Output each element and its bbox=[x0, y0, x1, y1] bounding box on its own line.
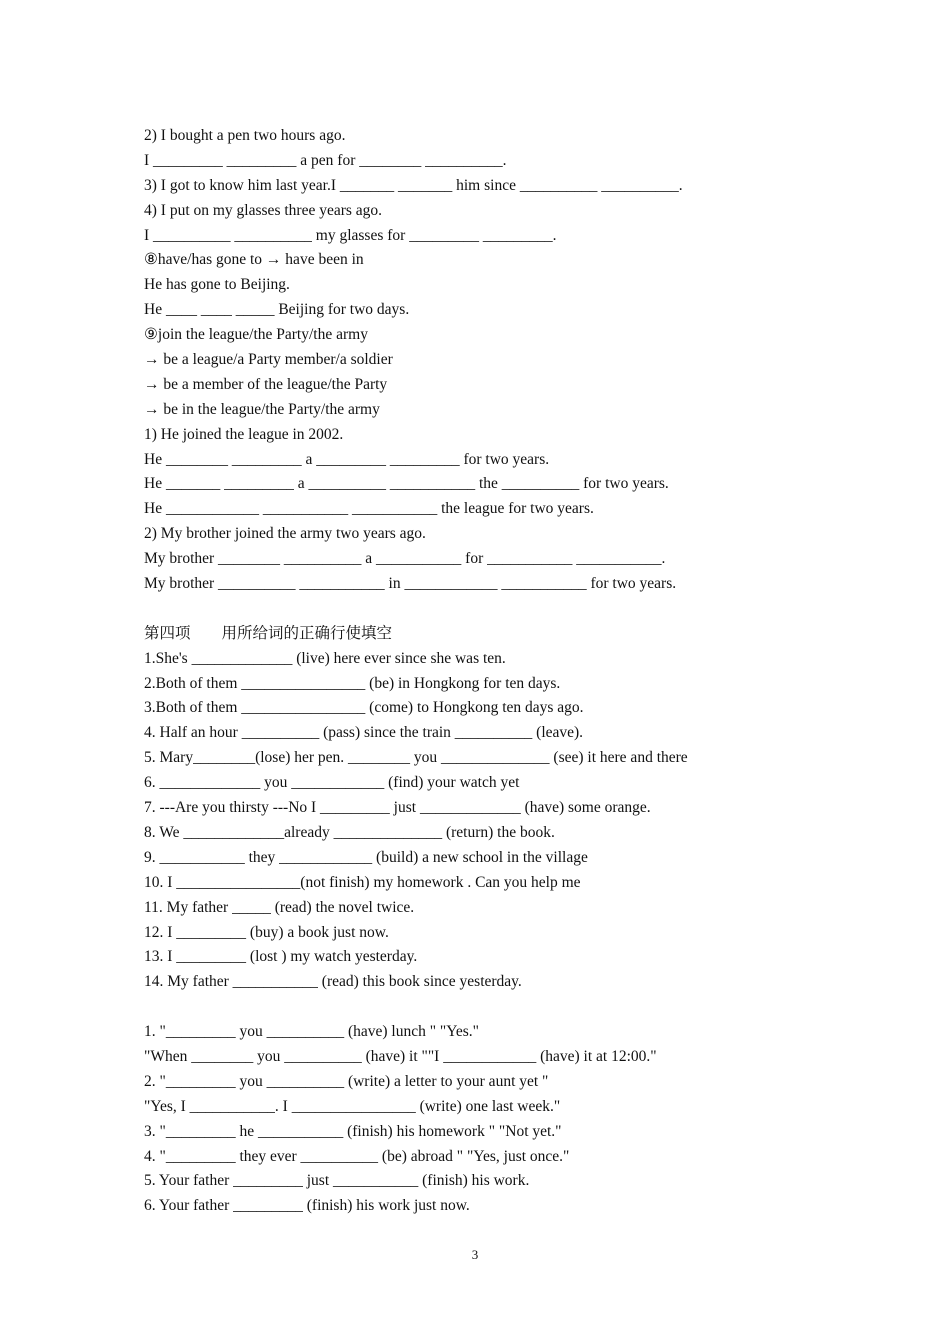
exercise-item: "Yes, I ___________. I ________________ (write) one last week." bbox=[144, 1097, 561, 1115]
text-line: → be a member of the league/the Party bbox=[144, 375, 388, 393]
section-title: 第四项 用所给词的正确行使填空 bbox=[144, 624, 393, 642]
text-line: 3) I got to know him last year.I _______ _______ him since __________ __________. bbox=[144, 176, 683, 194]
exercise-item: 2. "_________ you __________ (write) a letter to your aunt yet " bbox=[144, 1072, 549, 1090]
text-line: 2) I bought a pen two hours ago. bbox=[144, 127, 346, 144]
exercise-item: 2.Both of them ________________ (be) in Hongkong for ten days. bbox=[144, 674, 561, 692]
exercise-item: 3. "_________ he ___________ (finish) his homework " "Not yet." bbox=[144, 1122, 562, 1140]
text-line: 1) He joined the league in 2002. bbox=[144, 425, 344, 443]
section-heading: ⑨join the league/the Party/the army bbox=[144, 326, 368, 344]
text-line: He has gone to Beijing. bbox=[144, 276, 290, 294]
text-line: 4) I put on my glasses three years ago. bbox=[144, 201, 383, 219]
text-line: 2) My brother joined the army two years ago. bbox=[144, 525, 426, 543]
exercise-item: 10. I ________________(not finish) my homework . Can you help me bbox=[144, 873, 581, 891]
text-line: He ________ _________ a _________ _________ for two years. bbox=[144, 450, 550, 468]
exercise-item: 3.Both of them ________________ (come) to Hongkong ten days ago. bbox=[144, 699, 584, 717]
exercise-item: 14. My father ___________ (read) this book since yesterday. bbox=[144, 973, 522, 991]
exercise-item: 11. My father _____ (read) the novel twice. bbox=[144, 898, 415, 916]
section-heading: ⑧have/has gone to → have been in bbox=[144, 251, 364, 269]
exercise-item: 5. Your father _________ just ___________ (finish) his work. bbox=[144, 1172, 530, 1190]
page-number: 3 bbox=[471, 1247, 479, 1262]
blank-line bbox=[144, 995, 844, 1020]
exercise-item: 12. I _________ (buy) a book just now. bbox=[144, 923, 389, 941]
exercise-item: 8. We _____________already ______________ (return) the book. bbox=[144, 823, 555, 841]
exercise-item: 13. I _________ (lost ) my watch yesterday. bbox=[144, 948, 418, 966]
exercise-item: 1. "_________ you __________ (have) lunch " "Yes." bbox=[144, 1023, 480, 1041]
exercise-item: 6. _____________ you ____________ (find) your watch yet bbox=[144, 774, 520, 792]
text-line: I _________ _________ a pen for ________ __________. bbox=[144, 151, 507, 169]
blank-line bbox=[144, 597, 844, 622]
exercise-item: 9. ___________ they ____________ (build) a new school in the village bbox=[144, 848, 588, 866]
text-line: He ____ ____ _____ Beijing for two days. bbox=[144, 301, 410, 319]
text-line: He ____________ ___________ ___________ the league for two years. bbox=[144, 500, 594, 518]
exercise-item: 7. ---Are you thirsty ---No I _________ just _____________ (have) some orange. bbox=[144, 799, 651, 817]
text-line: I __________ __________ my glasses for _________ _________. bbox=[144, 226, 557, 244]
exercise-item: 4. "_________ they ever __________ (be) abroad " "Yes, just once." bbox=[144, 1147, 570, 1165]
exercise-item: 1.She's _____________ (live) here ever since she was ten. bbox=[144, 649, 506, 667]
exercise-item: 5. Mary________(lose) her pen. ________ you ______________ (see) it here and there bbox=[144, 749, 688, 767]
exercise-item: 6. Your father _________ (finish) his work just now. bbox=[144, 1197, 470, 1215]
text-line: My brother __________ ___________ in ____________ ___________ for two years. bbox=[144, 575, 677, 593]
exercise-text bbox=[144, 124, 844, 1219]
text-line: My brother ________ __________ a ___________ for ___________ ___________. bbox=[144, 550, 666, 568]
text-line: He _______ _________ a __________ ___________ the __________ for two years. bbox=[144, 475, 669, 493]
exercise-item: "When ________ you __________ (have) it ""I ____________ (have) it at 12:00." bbox=[144, 1047, 657, 1065]
exercise-item: 4. Half an hour __________ (pass) since the train __________ (leave). bbox=[144, 724, 584, 742]
text-line: → be in the league/the Party/the army bbox=[144, 400, 380, 418]
text-line: → be a league/a Party member/a soldier bbox=[144, 351, 393, 369]
